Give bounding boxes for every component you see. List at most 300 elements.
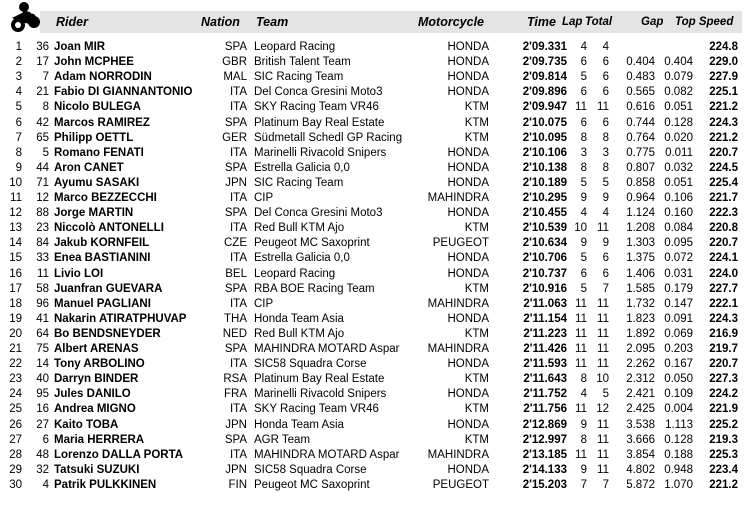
rider-number: 11 <box>37 267 49 280</box>
motorcycle-make: HONDA <box>447 56 489 69</box>
gap-to-previous: 0.128 <box>664 433 693 446</box>
table-row <box>0 191 745 206</box>
team-name: SIC Racing Team <box>254 71 344 84</box>
position: 21 <box>9 343 22 355</box>
lap-time: 2'11.752 <box>523 388 567 401</box>
best-lap: 4 <box>580 207 587 220</box>
gap-to-previous: 0.011 <box>665 146 693 159</box>
total-laps: 11 <box>597 448 609 461</box>
header-top-speed: Top Speed <box>675 16 734 28</box>
motorcycle-make: MAHINDRA <box>427 343 489 355</box>
rider-number: 36 <box>36 41 49 53</box>
top-speed: 225.4 <box>709 176 738 189</box>
rider-name: Nicolo BULEGA <box>54 101 141 114</box>
top-speed: 227.9 <box>709 71 738 84</box>
gap-to-first: 3.854 <box>626 448 655 461</box>
position: 2 <box>15 56 22 69</box>
rider-name: Ayumu SASAKI <box>54 176 140 189</box>
gap-to-first: 0.404 <box>626 56 655 69</box>
table-row <box>0 402 745 417</box>
team-name: Peugeot MC Saxoprint <box>254 237 370 250</box>
gap-to-first: 1.406 <box>626 267 655 280</box>
header-rider: Rider <box>56 15 88 29</box>
total-laps: 11 <box>597 433 609 446</box>
team-name: SIC Racing Team <box>254 176 344 189</box>
position: 11 <box>10 192 22 204</box>
table-row <box>0 372 745 387</box>
team-name: SKY Racing Team VR46 <box>254 403 379 416</box>
motorcycle-make: KTM <box>464 116 489 129</box>
gap-to-previous: 0.069 <box>664 327 693 340</box>
best-lap: 5 <box>580 252 587 265</box>
nation-code: JPN <box>225 176 247 189</box>
lap-time: 2'11.063 <box>523 297 567 310</box>
nation-code: FIN <box>228 478 247 491</box>
nation-code: SPA <box>224 207 247 220</box>
rider-name: Jorge MARTIN <box>54 207 134 220</box>
lap-time: 2'15.203 <box>522 478 567 491</box>
rider-name: Tatsuki SUZUKI <box>54 463 140 476</box>
gap-to-first: 1.124 <box>626 207 655 220</box>
nation-code: FRA <box>224 388 247 401</box>
table-row <box>0 236 745 251</box>
motorcycle-make: KTM <box>464 403 489 416</box>
rider-name: Bo BENDSNEYDER <box>54 327 161 340</box>
position: 19 <box>9 312 22 325</box>
rider-number: 23 <box>36 222 49 235</box>
gap-to-previous: 0.084 <box>664 222 693 235</box>
total-laps: 11 <box>597 358 609 371</box>
rider-number: 44 <box>36 161 49 174</box>
top-speed: 227.3 <box>709 373 738 386</box>
nation-code: SPA <box>224 343 247 355</box>
rider-name: Patrik PULKKINEN <box>54 478 157 491</box>
gap-to-previous: 0.948 <box>664 463 693 476</box>
best-lap: 11 <box>575 327 587 340</box>
gap-to-first: 2.425 <box>626 403 655 416</box>
table-row <box>0 357 745 372</box>
lap-time: 2'09.735 <box>522 56 567 69</box>
rider-name: Jules DANILO <box>54 388 131 401</box>
motorcycle-make: KTM <box>464 433 489 446</box>
nation-code: SPA <box>224 161 247 174</box>
nation-code: RSA <box>223 373 247 386</box>
position: 6 <box>15 116 22 129</box>
rider-number: 75 <box>36 343 49 355</box>
total-laps: 6 <box>602 252 609 265</box>
gap-to-previous: 0.147 <box>664 297 693 310</box>
rider-name: Aron CANET <box>54 161 124 174</box>
lap-time: 2'10.706 <box>522 252 567 265</box>
position: 14 <box>9 237 22 250</box>
best-lap: 6 <box>580 116 587 129</box>
best-lap: 8 <box>580 131 587 144</box>
best-lap: 6 <box>580 267 587 280</box>
nation-code: MAL <box>223 71 247 84</box>
rider-name: John MCPHEE <box>54 56 134 69</box>
total-laps: 6 <box>602 267 609 280</box>
total-laps: 6 <box>602 56 609 69</box>
rider-name: Tony ARBOLINO <box>54 358 145 371</box>
total-laps: 5 <box>602 388 609 401</box>
total-laps: 8 <box>602 161 609 174</box>
motorcycle-make: HONDA <box>447 463 489 476</box>
table-row <box>0 478 745 493</box>
best-lap: 5 <box>580 282 587 295</box>
position: 18 <box>9 297 22 310</box>
lap-time: 2'13.185 <box>522 448 567 461</box>
rider-name: Fabio DI GIANNANTONIO <box>54 86 193 99</box>
team-name: Peugeot MC Saxoprint <box>254 478 370 491</box>
top-speed: 216.9 <box>709 327 738 340</box>
lap-time: 2'10.138 <box>522 161 567 174</box>
best-lap: 5 <box>580 71 587 84</box>
position: 22 <box>9 358 22 371</box>
gap-to-previous: 0.079 <box>664 71 693 84</box>
gap-to-previous: 0.106 <box>664 192 693 204</box>
team-name: Estrella Galicia 0,0 <box>254 252 350 265</box>
best-lap: 6 <box>580 56 587 69</box>
team-name: Platinum Bay Real Estate <box>254 116 385 129</box>
rider-number: 33 <box>36 252 49 265</box>
position: 15 <box>9 252 22 265</box>
total-laps: 11 <box>597 327 609 340</box>
header-nation: Nation <box>201 15 240 29</box>
lap-time: 2'14.133 <box>522 463 567 476</box>
lap-time: 2'09.331 <box>522 41 567 53</box>
gap-to-first: 2.312 <box>626 373 655 386</box>
top-speed: 227.7 <box>709 282 738 295</box>
motorcycle-make: HONDA <box>447 146 489 159</box>
gap-to-previous: 0.404 <box>664 56 693 69</box>
rider-number: 7 <box>42 71 49 84</box>
best-lap: 11 <box>575 448 587 461</box>
total-laps: 4 <box>602 41 609 53</box>
nation-code: NED <box>222 327 247 340</box>
rider-number: 48 <box>36 448 49 461</box>
team-name: SIC58 Squadra Corse <box>254 463 367 476</box>
nation-code: THA <box>224 312 247 325</box>
best-lap: 11 <box>575 297 587 310</box>
best-lap: 11 <box>575 312 587 325</box>
team-name: Marinelli Rivacold Snipers <box>254 388 387 401</box>
motorcycle-make: HONDA <box>447 388 489 401</box>
table-row <box>0 161 745 176</box>
motorcycle-make: HONDA <box>447 71 489 84</box>
gap-to-previous: 1.070 <box>664 478 693 491</box>
gap-to-first: 2.421 <box>626 388 655 401</box>
nation-code: GER <box>222 131 247 144</box>
header-lap: Lap <box>562 16 583 28</box>
gap-to-previous: 0.203 <box>664 343 693 355</box>
rider-number: 17 <box>36 56 49 69</box>
position: 4 <box>15 86 22 99</box>
rider-number: 32 <box>36 463 49 476</box>
position: 28 <box>9 448 22 461</box>
best-lap: 3 <box>580 146 587 159</box>
motorcycle-make: HONDA <box>447 358 489 371</box>
best-lap: 8 <box>580 161 587 174</box>
best-lap: 11 <box>575 343 587 355</box>
rider-name: Nakarin ATIRATPHUVAP <box>54 312 187 325</box>
nation-code: BEL <box>225 267 247 280</box>
rider-number: 88 <box>36 207 49 220</box>
total-laps: 6 <box>602 71 609 84</box>
top-speed: 225.3 <box>709 448 738 461</box>
team-name: British Talent Team <box>254 56 351 69</box>
motorcycle-make: KTM <box>464 373 489 386</box>
lap-time: 2'12.869 <box>522 418 567 431</box>
table-row <box>0 387 745 402</box>
gap-to-first: 1.208 <box>626 222 655 235</box>
motorcycle-make: KTM <box>464 222 489 235</box>
top-speed: 221.2 <box>709 478 738 491</box>
rider-number: 65 <box>36 131 49 144</box>
best-lap: 9 <box>580 418 587 431</box>
gap-to-previous: 0.091 <box>664 312 693 325</box>
position: 8 <box>15 146 22 159</box>
total-laps: 11 <box>597 297 609 310</box>
nation-code: SPA <box>224 41 247 53</box>
best-lap: 5 <box>580 176 587 189</box>
lap-time: 2'10.095 <box>522 131 567 144</box>
gap-to-previous: 0.128 <box>664 116 693 129</box>
top-speed: 229.0 <box>709 56 738 69</box>
gap-to-first: 1.585 <box>626 282 655 295</box>
table-row <box>0 206 745 221</box>
rider-name: Albert ARENAS <box>54 343 139 355</box>
lap-time: 2'11.593 <box>523 358 567 371</box>
team-name: Platinum Bay Real Estate <box>254 373 385 386</box>
nation-code: ITA <box>229 146 247 159</box>
total-laps: 6 <box>602 86 609 99</box>
rider-number: 8 <box>42 101 49 114</box>
lap-time: 2'10.737 <box>522 267 567 280</box>
rider-number: 95 <box>36 388 49 401</box>
top-speed: 224.2 <box>709 388 738 401</box>
gap-to-previous: 0.032 <box>664 161 693 174</box>
rider-name: Manuel PAGLIANI <box>54 297 151 310</box>
lap-time: 2'10.075 <box>522 116 567 129</box>
gap-to-first: 3.538 <box>626 418 655 431</box>
lap-time: 2'10.455 <box>522 207 567 220</box>
best-lap: 9 <box>580 237 587 250</box>
gap-to-previous: 0.160 <box>664 207 693 220</box>
nation-code: GBR <box>222 56 247 69</box>
motorcycle-make: KTM <box>464 131 489 144</box>
gap-to-first: 1.732 <box>626 297 655 310</box>
motorcycle-make: MAHINDRA <box>427 448 489 461</box>
table-row <box>0 70 745 85</box>
total-laps: 4 <box>602 207 609 220</box>
rider-name: Livio LOI <box>54 267 104 280</box>
position: 7 <box>15 131 22 144</box>
table-row <box>0 176 745 191</box>
position: 5 <box>15 101 22 114</box>
position: 16 <box>9 267 22 280</box>
gap-to-previous: 0.072 <box>664 252 693 265</box>
team-name: CIP <box>254 192 274 204</box>
rider-number: 12 <box>36 192 49 204</box>
table-header <box>0 0 745 33</box>
header-gap: Gap <box>641 16 664 28</box>
gap-to-first: 0.744 <box>626 116 655 129</box>
gap-to-first: 0.565 <box>626 86 655 99</box>
top-speed: 224.0 <box>709 267 738 280</box>
nation-code: ITA <box>229 222 247 235</box>
total-laps: 8 <box>602 131 609 144</box>
gap-to-previous: 0.004 <box>664 403 693 416</box>
team-name: Leopard Racing <box>254 41 336 53</box>
gap-to-first: 1.375 <box>626 252 655 265</box>
lap-time: 2'11.223 <box>523 327 567 340</box>
team-name: Honda Team Asia <box>254 418 344 431</box>
lap-time: 2'12.997 <box>522 433 567 446</box>
top-speed: 221.2 <box>709 101 738 114</box>
total-laps: 11 <box>597 463 609 476</box>
rider-number: 41 <box>36 312 49 325</box>
total-laps: 10 <box>596 373 609 386</box>
motorcycle-make: KTM <box>464 101 489 114</box>
rider-number: 6 <box>42 433 49 446</box>
team-name: Estrella Galicia 0,0 <box>254 161 350 174</box>
top-speed: 222.1 <box>709 297 738 310</box>
nation-code: ITA <box>229 358 247 371</box>
best-lap: 4 <box>580 388 587 401</box>
rider-number: 21 <box>36 86 49 99</box>
total-laps: 11 <box>597 222 609 235</box>
best-lap: 9 <box>580 463 587 476</box>
top-speed: 225.2 <box>709 418 738 431</box>
nation-code: CZE <box>224 237 247 250</box>
top-speed: 221.2 <box>709 131 738 144</box>
motorcycle-make: HONDA <box>447 267 489 280</box>
motorcycle-make: KTM <box>464 282 489 295</box>
total-laps: 3 <box>602 146 609 159</box>
rider-number: 16 <box>36 403 49 416</box>
team-name: Del Conca Gresini Moto3 <box>254 86 383 99</box>
nation-code: ITA <box>229 403 247 416</box>
top-speed: 222.3 <box>709 207 738 220</box>
top-speed: 224.5 <box>709 161 738 174</box>
table-row <box>0 418 745 433</box>
gap-to-first: 0.964 <box>626 192 655 204</box>
nation-code: JPN <box>225 463 247 476</box>
header-total: Total <box>585 16 613 28</box>
table-row <box>0 131 745 146</box>
rider-name: Kaito TOBA <box>54 418 119 431</box>
nation-code: ITA <box>229 192 247 204</box>
team-name: AGR Team <box>254 433 311 446</box>
top-speed: 220.8 <box>709 222 738 235</box>
position: 9 <box>15 161 22 174</box>
gap-to-previous: 1.113 <box>665 418 693 431</box>
rider-name: Juanfran GUEVARA <box>54 282 163 295</box>
table-row <box>0 55 745 70</box>
gap-to-first: 1.303 <box>626 237 655 250</box>
motorcycle-make: HONDA <box>447 312 489 325</box>
lap-time: 2'10.916 <box>522 282 567 295</box>
total-laps: 12 <box>596 403 609 416</box>
team-name: MAHINDRA MOTARD Aspar <box>254 343 400 355</box>
header-team: Team <box>256 15 289 29</box>
table-row <box>0 116 745 131</box>
position: 12 <box>9 207 22 220</box>
motorcycle-make: HONDA <box>447 161 489 174</box>
nation-code: SPA <box>224 116 247 129</box>
rider-number: 64 <box>36 327 49 340</box>
best-lap: 11 <box>575 403 587 416</box>
rider-name: Marco BEZZECCHI <box>54 192 157 204</box>
best-lap: 9 <box>580 192 587 204</box>
best-lap: 4 <box>580 41 587 53</box>
top-speed: 221.7 <box>709 192 738 204</box>
rider-name: Andrea MIGNO <box>54 403 136 416</box>
gap-to-first: 1.823 <box>626 312 655 325</box>
motorcycle-make: HONDA <box>447 418 489 431</box>
rider-number: 42 <box>36 116 49 129</box>
motorcycle-make: PEUGEOT <box>432 478 489 491</box>
gap-to-previous: 0.109 <box>664 388 693 401</box>
nation-code: ITA <box>229 297 247 310</box>
motorcycle-make: MAHINDRA <box>427 297 489 310</box>
rider-number: 71 <box>36 176 49 189</box>
position: 13 <box>9 222 22 235</box>
gap-to-first: 0.764 <box>626 131 655 144</box>
top-speed: 223.4 <box>709 463 738 476</box>
gap-to-first: 2.095 <box>626 343 655 355</box>
total-laps: 5 <box>602 176 609 189</box>
rider-name: Enea BASTIANINI <box>54 252 151 265</box>
top-speed: 224.3 <box>709 312 738 325</box>
gap-to-first: 0.775 <box>626 146 655 159</box>
table-row <box>0 433 745 448</box>
top-speed: 219.7 <box>709 343 738 355</box>
gap-to-previous: 0.179 <box>664 282 693 295</box>
total-laps: 11 <box>597 101 609 114</box>
team-name: Red Bull KTM Ajo <box>254 222 345 235</box>
best-lap: 6 <box>580 86 587 99</box>
table-row <box>0 100 745 115</box>
lap-time: 2'10.106 <box>522 146 567 159</box>
top-speed: 220.7 <box>709 146 738 159</box>
total-laps: 11 <box>597 312 609 325</box>
rider-number: 5 <box>42 146 49 159</box>
gap-to-previous: 0.167 <box>664 358 693 371</box>
position: 10 <box>9 176 22 189</box>
rider-name: Joan MIR <box>54 41 106 53</box>
table-row <box>0 297 745 312</box>
total-laps: 6 <box>602 116 609 129</box>
best-lap: 7 <box>580 478 587 491</box>
team-name: MAHINDRA MOTARD Aspar <box>254 448 400 461</box>
team-name: Marinelli Rivacold Snipers <box>254 146 387 159</box>
table-row <box>0 251 745 266</box>
best-lap: 8 <box>580 433 587 446</box>
lap-time: 2'11.426 <box>523 343 567 355</box>
table-row <box>0 463 745 478</box>
best-lap: 10 <box>574 222 587 235</box>
position: 23 <box>9 373 22 386</box>
table-row <box>0 327 745 342</box>
motorcycle-make: PEUGEOT <box>432 237 489 250</box>
top-speed: 224.8 <box>709 41 738 53</box>
lap-time: 2'10.539 <box>522 222 567 235</box>
table-row <box>0 267 745 282</box>
best-lap: 8 <box>580 373 587 386</box>
header-time: Time <box>527 15 556 29</box>
nation-code: SPA <box>224 433 247 446</box>
